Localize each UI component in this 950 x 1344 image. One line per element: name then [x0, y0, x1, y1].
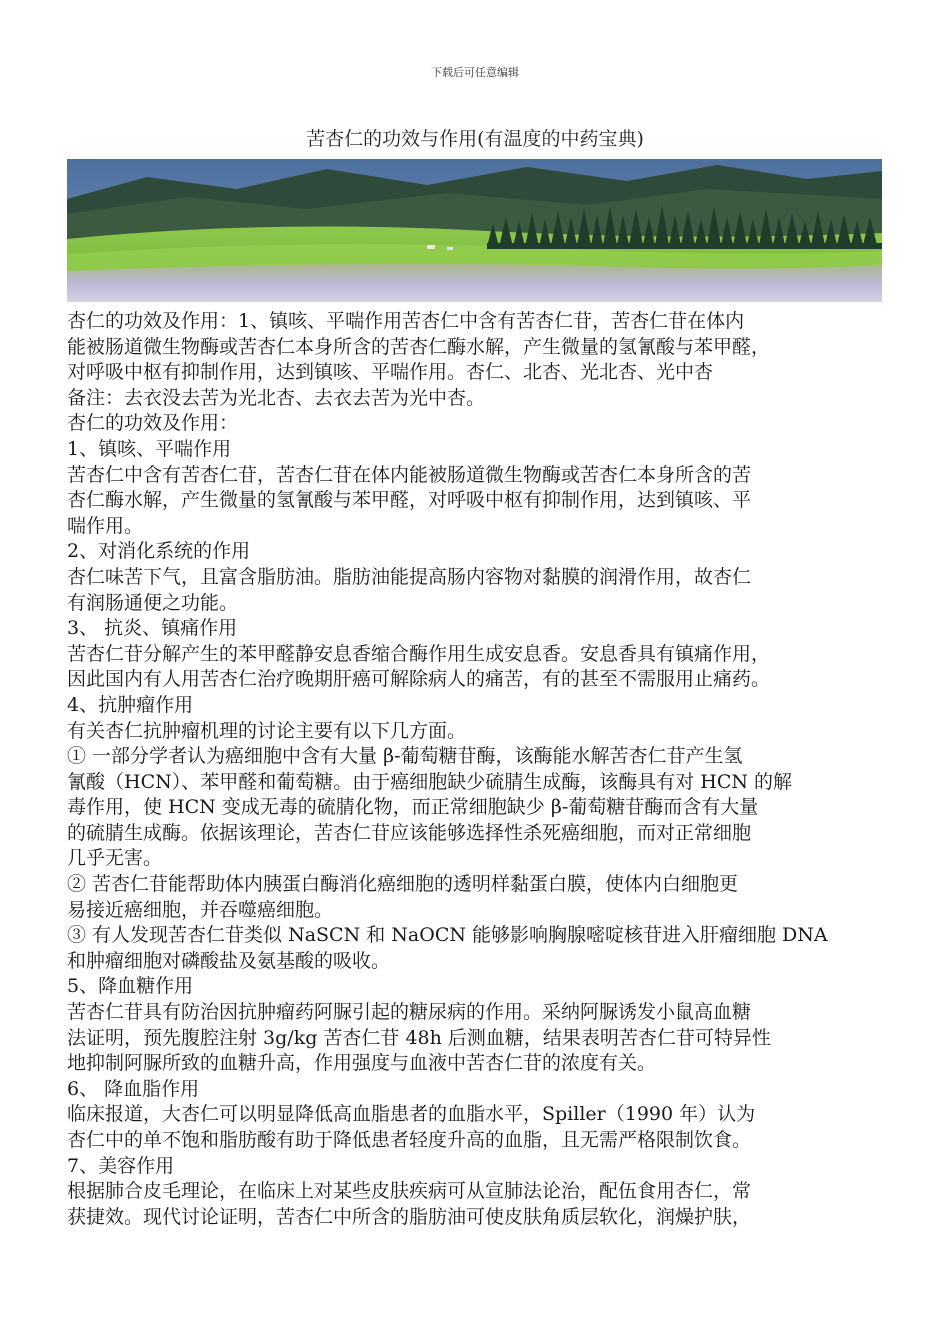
body-line: 氰酸（HCN）、苯甲醛和葡萄糖。由于癌细胞缺少硫腈生成酶，该酶具有对 HCN 的解 [67, 770, 793, 793]
body-line: 易接近癌细胞，并吞噬癌细胞。 [67, 898, 334, 921]
body-line: 3、 抗炎、镇痛作用 [67, 617, 238, 640]
body-line: 苦杏仁中含有苦杏仁苷，苦杏仁苷在体内能被肠道微生物酶或苦杏仁本身所含的苦 [67, 463, 752, 486]
body-line: 7、美容作用 [67, 1154, 175, 1177]
body-line: ③ 有人发现苦杏仁苷类似 NaSCN 和 NaOCN 能够影响胸腺嘧啶核苷进入肝瘤细胞 DNA [67, 924, 828, 947]
body-line: 杏仁味苦下气，且富含脂肪油。脂肪油能提高肠内容物对黏膜的润滑作用，故杏仁 [67, 565, 752, 588]
body-line: 杏仁中的单不饱和脂肪酸有助于降低患者轻度升高的血脂，且无需严格限制饮食。 [67, 1129, 752, 1151]
body-line: 6、 降血脂作用 [67, 1077, 200, 1100]
banner-image [67, 159, 882, 302]
body-line: 获捷效。现代讨论证明，苦杏仁中所含的脂肪油可使皮肤角质层软化，润燥护肤， [67, 1205, 752, 1228]
body-line: 和肿瘤细胞对磷酸盐及氨基酸的吸收。 [67, 949, 391, 972]
body-line: 杏仁的功效及作用：1、镇咳、平喘作用苦杏仁中含有苦杏仁苷，苦杏仁苷在体内 [67, 310, 745, 332]
body-line: 喘作用。 [67, 514, 144, 537]
body-line: 有关杏仁抗肿瘤机理的讨论主要有以下几方面。 [67, 719, 467, 742]
body-line: ② 苦杏仁苷能帮助体内胰蛋白酶消化癌细胞的透明样黏蛋白膜，使体内白细胞更 [67, 873, 739, 896]
body-line: 几乎无害。 [67, 847, 163, 870]
body-line: 杏仁酶水解，产生微量的氢氰酸与苯甲醛，对呼吸中枢有抑制作用，达到镇咳、平 [67, 489, 752, 512]
body-line: 备注：去衣没去苦为光北杏、去衣去苦为光中杏。 [67, 386, 486, 409]
page-title: 苦杏仁的功效与作用(有温度的中药宝典) [306, 128, 644, 150]
body-line: 地抑制阿脲所致的血糖升高，作用强度与血液中苦杏仁苷的浓度有关。 [67, 1052, 657, 1075]
article-body [67, 309, 889, 1230]
body-line: 的硫腈生成酶。依据该理论，苦杏仁苷应该能够选择性杀死癌细胞，而对正常细胞 [67, 821, 752, 844]
body-line: 毒作用，使 HCN 变成无毒的硫腈化物，而正常细胞缺少 β-葡萄糖苷酶而含有大量 [67, 796, 759, 819]
body-line: 2、对消化系统的作用 [67, 540, 251, 563]
landscape-photo-icon [67, 159, 882, 302]
body-line: 法证明，预先腹腔注射 3g/kg 苦杏仁苷 48h 后测血糖，结果表明苦杏仁苷可特异性 [67, 1026, 771, 1049]
body-line: 苦杏仁苷分解产生的苯甲醛静安息香缩合酶作用生成安息香。安息香具有镇痛作用， [67, 642, 771, 665]
body-line: 能被肠道微生物酶或苦杏仁本身所含的苦杏仁酶水解，产生微量的氢氰酸与苯甲醛， [67, 335, 771, 358]
body-line: 根据肺合皮毛理论，在临床上对某些皮肤疾病可从宣肺法论治，配伍食用杏仁，常 [67, 1180, 752, 1203]
body-line: 有润肠通便之功能。 [67, 591, 239, 614]
body-line: 临床报道，大杏仁可以明显降低高血脂患者的血脂水平，Spiller（1990 年）认为 [67, 1103, 756, 1126]
header-note: 下载后可任意编辑 [431, 66, 519, 79]
body-line: 因此国内有人用苦杏仁治疗晚期肝癌可解除病人的痛苦，有的甚至不需服用止痛药。 [67, 668, 771, 691]
body-line: 杏仁的功效及作用： [67, 412, 239, 435]
body-line: 4、抗肿瘤作用 [67, 693, 194, 716]
body-line: 对呼吸中枢有抑制作用，达到镇咳、平喘作用。杏仁、北杏、光北杏、光中杏 [67, 361, 714, 384]
body-line: 1、镇咳、平喘作用 [67, 437, 232, 460]
body-line: ① 一部分学者认为癌细胞中含有大量 β-葡萄糖苷酶，该酶能水解苦杏仁苷产生氢 [67, 745, 743, 768]
body-line: 苦杏仁苷具有防治因抗肿瘤药阿脲引起的糖尿病的作用。采纳阿脲诱发小鼠高血糖 [67, 1001, 752, 1024]
body-line: 5、降血糖作用 [67, 975, 194, 998]
